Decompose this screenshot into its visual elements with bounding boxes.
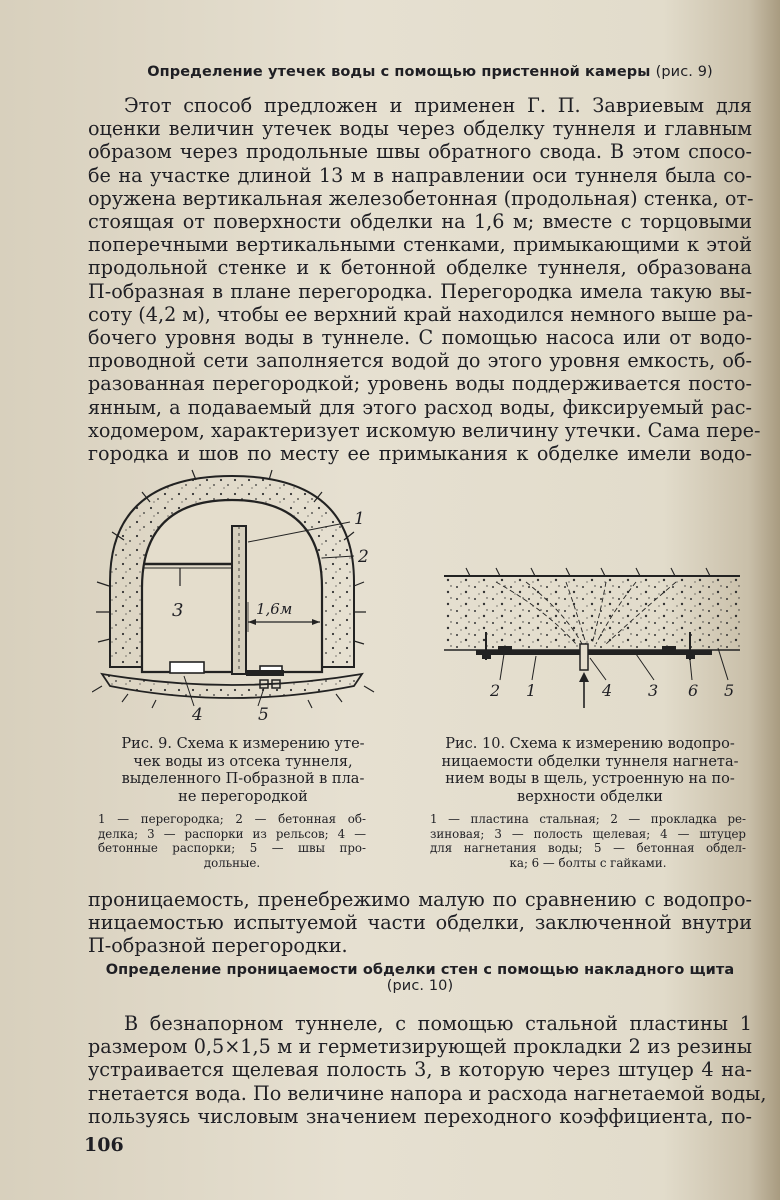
page-number: 106	[84, 1134, 124, 1156]
dimension-label: 1,6м	[256, 600, 293, 618]
label-3: 3	[172, 600, 184, 621]
concrete-lining	[444, 576, 740, 650]
water-nozzle	[580, 644, 588, 670]
text-line: бочего уровня воды в туннеле. С помощью насоса или от водо-	[88, 326, 752, 350]
label-5: 5	[724, 681, 735, 700]
paragraph-shield-method	[88, 1012, 767, 1128]
text-line: П-образная в плане перегородка. Перегородка имела такую вы-	[88, 279, 752, 303]
text-line: ходомером, характеризует искомую величину утечки. Сама пере-	[88, 418, 761, 442]
label-2: 2	[358, 547, 369, 567]
label-4: 4	[602, 681, 613, 700]
section-heading-overlay-shield: Определение проницаемости обделки стен с помощью накладного щита (рис. 10)	[105, 962, 735, 994]
text-line: П-образной перегородки.	[88, 934, 348, 958]
partition-foot	[246, 670, 284, 676]
figure-9-tunnel-diagram	[92, 462, 392, 724]
text-line: пользуясь числовым значением переходного коэффициента, по-	[88, 1104, 752, 1128]
label-5: 5	[258, 705, 269, 724]
text-line: В безнапорном туннеле, с помощью стальной пластины 1	[124, 1012, 752, 1035]
text-line: разованная перегородкой; уровень воды поддерживается посто-	[88, 372, 752, 396]
steel-plate	[476, 650, 712, 655]
paragraph-method-description	[88, 94, 761, 466]
text-line: оценки величин утечек воды через обделку туннеля и главным	[88, 117, 752, 141]
text-line: Этот способ предложен и применен Г. П. Завриевым для	[124, 94, 752, 117]
concrete-spacer	[170, 662, 204, 673]
label-1: 1	[526, 681, 537, 700]
text-line: янным, а подаваемый для этого расход воды, фиксируемый рас-	[88, 395, 752, 419]
tunnel-invert	[102, 674, 362, 698]
text-line: продольной стенке и к бетонной обделке туннеля, образована	[88, 256, 752, 280]
figure-10-shield-diagram	[436, 560, 748, 720]
text-line: размером 0,5×1,5 м и герметизирующей прокладки 2 из резины	[88, 1035, 752, 1059]
label-3: 3	[648, 681, 659, 700]
text-line: ницаемостью испытуемой части обделки, заключенной внутри	[88, 911, 752, 935]
figure-9-caption: Рис. 9. Схема к измерению уте- чек воды из отсека туннеля, выделенного П-образной в пла- не перегородкой	[121, 736, 365, 805]
section-heading-wall-chamber: Определение утечек воды с помощью пристенной камеры (рис. 9)	[147, 64, 713, 80]
label-2: 2	[490, 681, 501, 700]
figure-10-legend: 1 — пластина стальная; 2 — прокладка ре- зиновая; 3 — полость щелевая; 4 — штуцер для нагнетания воды; 5 — бетонная обдел- ка; 6 — болты с гайками.	[430, 812, 746, 870]
label-1: 1	[354, 509, 365, 529]
text-line: образом через продольные швы обратного свода. В этом спосо-	[88, 140, 752, 164]
figure-9-legend: 1 — перегородка; 2 — бетонная об- делка; 3 — распорки из рельсов; 4 — бетонные распорки; 5 — швы про- дольные.	[98, 812, 366, 870]
text-line: стоящая от поверхности обделки на 1,6 м; вместе с торцовыми	[88, 210, 752, 234]
text-line: оружена вертикальная железобетонная (продольная) стенка, от-	[88, 186, 754, 210]
text-line: проницаемость, пренебрежимо малую по сравнению с водопро-	[88, 888, 752, 911]
label-6: 6	[688, 681, 699, 700]
rubber-gasket	[498, 646, 512, 650]
paragraph-continuation	[88, 888, 752, 958]
text-line: проводной сети заполняется водой до этого уровня емкость, об-	[88, 349, 752, 373]
text-line: соту (4,2 м), чтобы ее верхний край находился немного выше ра-	[88, 302, 753, 326]
text-line: бе на участке длиной 13 м в направлении оси туннеля была со-	[88, 163, 752, 187]
label-4: 4	[192, 705, 203, 724]
figure-10-caption: Рис. 10. Схема к измерению водопро- ницаемости обделки туннеля нагнета- нием воды в щель, устроенную на по- верхности обделки	[441, 736, 739, 805]
text-line: городка и шов по месту ее примыкания к обделке имели водо-	[88, 442, 752, 466]
text-line: гнетается вода. По величине напора и расхода нагнетаемой воды,	[88, 1081, 767, 1105]
text-line: поперечными вертикальными стенками, примыкающими к этой	[88, 233, 752, 257]
text-line: устраивается щелевая полость 3, в которую через штуцер 4 на-	[88, 1058, 752, 1082]
